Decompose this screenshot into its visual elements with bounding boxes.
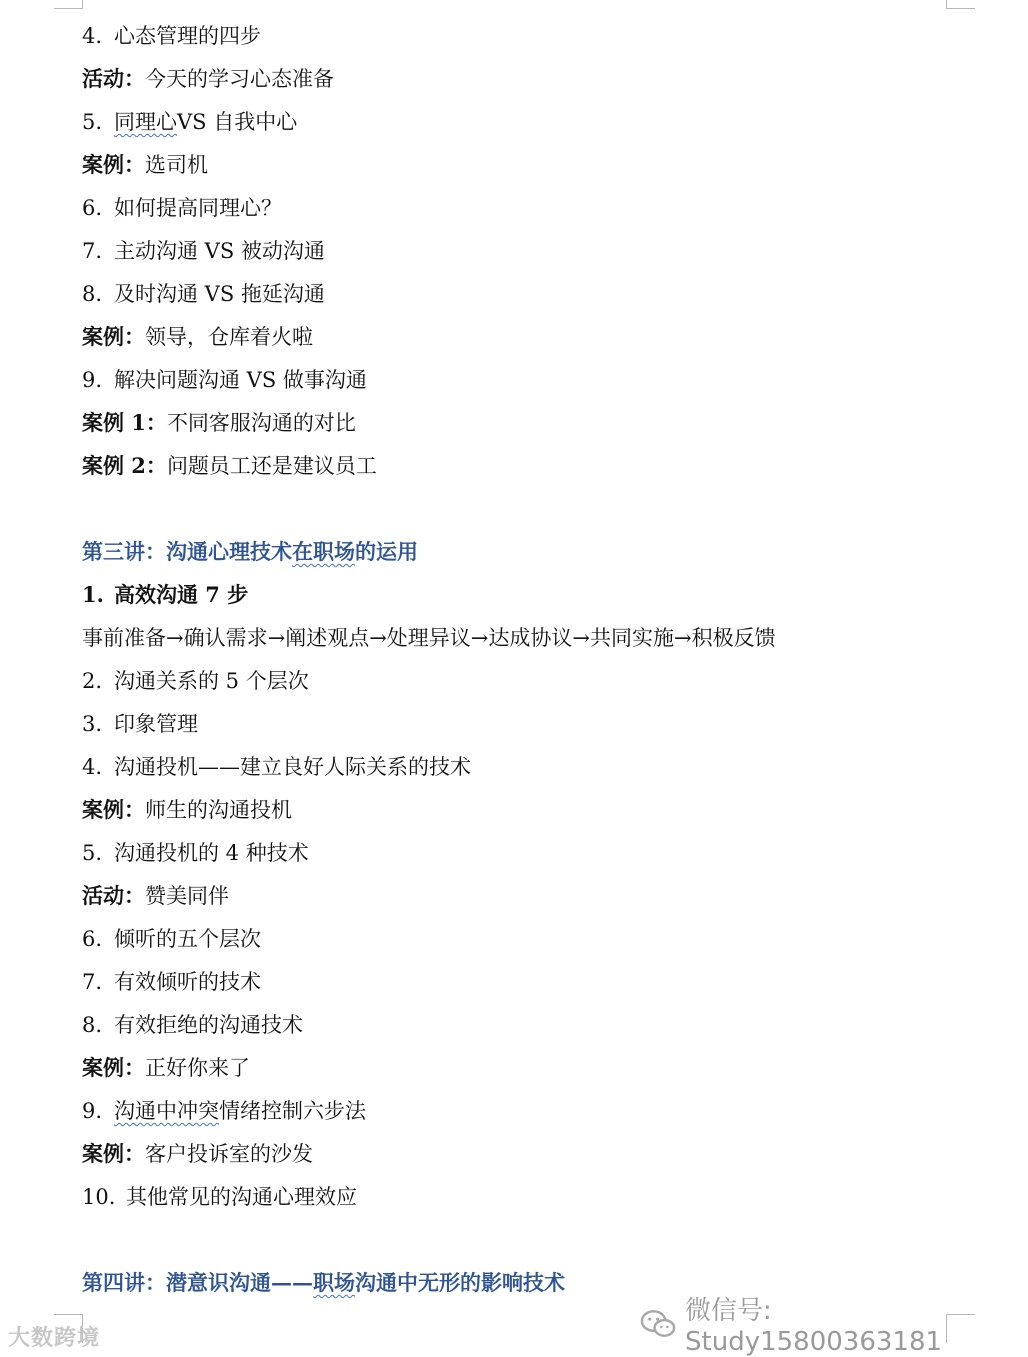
- list-item: 7. 主动沟通 VS 被动沟通: [82, 239, 325, 263]
- list-item: 7. 有效倾听的技术: [82, 970, 261, 994]
- list-item: 3. 印象管理: [82, 712, 198, 736]
- list-item: 9. 沟通中冲突情绪控制六步法: [82, 1099, 366, 1123]
- list-item: 6. 倾听的五个层次: [82, 927, 261, 951]
- list-item: 9. 解决问题沟通 VS 做事沟通: [82, 368, 367, 392]
- list-item: 5. 同理心VS 自我中心: [82, 110, 298, 134]
- list-item: 1. 高效沟通 7 步: [82, 582, 249, 607]
- case-line: 案例：选司机: [82, 152, 208, 177]
- case-line: 案例：师生的沟通投机: [82, 797, 292, 822]
- spellcheck-underline: 沟通中冲突: [114, 1099, 219, 1123]
- spellcheck-underline: 同理心: [114, 110, 177, 134]
- case-line: 案例 2：问题员工还是建议员工: [82, 453, 377, 478]
- list-item: 2. 沟通关系的 5 个层次: [82, 669, 309, 693]
- section-heading: 第四讲：潜意识沟通——职场沟通中无形的影响技术: [82, 1270, 565, 1295]
- case-line: 案例 1：不同客服沟通的对比: [82, 410, 356, 435]
- list-item: 4. 心态管理的四步: [82, 24, 261, 48]
- list-item: 6. 如何提高同理心？: [82, 196, 282, 220]
- activity-line: 活动：今天的学习心态准备: [82, 66, 334, 91]
- case-line: 案例：正好你来了: [82, 1055, 250, 1080]
- list-item: 8. 有效拒绝的沟通技术: [82, 1013, 303, 1037]
- process-flow: 事前准备→确认需求→阐述观点→处理异议→达成协议→共同实施→积极反馈: [82, 626, 776, 650]
- wechat-icon: [640, 1308, 677, 1340]
- page-corner-mark: [54, 0, 83, 9]
- list-item: 10. 其他常见的沟通心理效应: [82, 1185, 357, 1209]
- list-item: 4. 沟通投机——建立良好人际关系的技术: [82, 755, 471, 779]
- activity-line: 活动：赞美同伴: [82, 883, 229, 908]
- case-line: 案例：领导，仓库着火啦: [82, 324, 313, 349]
- spellcheck-underline: 职场: [313, 1270, 355, 1295]
- page-corner-mark: [946, 0, 975, 9]
- list-item: 5. 沟通投机的 4 种技术: [82, 841, 309, 865]
- watermark-left: 大数跨境: [8, 1326, 101, 1351]
- watermark-right: 微信号: Study15800363181: [640, 1290, 1028, 1357]
- list-item: 8. 及时沟通 VS 拖延沟通: [82, 282, 325, 306]
- spellcheck-underline: 在职场: [292, 539, 355, 564]
- case-line: 案例：客户投诉室的沙发: [82, 1141, 313, 1166]
- section-heading: 第三讲：沟通心理技术在职场的运用: [82, 539, 418, 564]
